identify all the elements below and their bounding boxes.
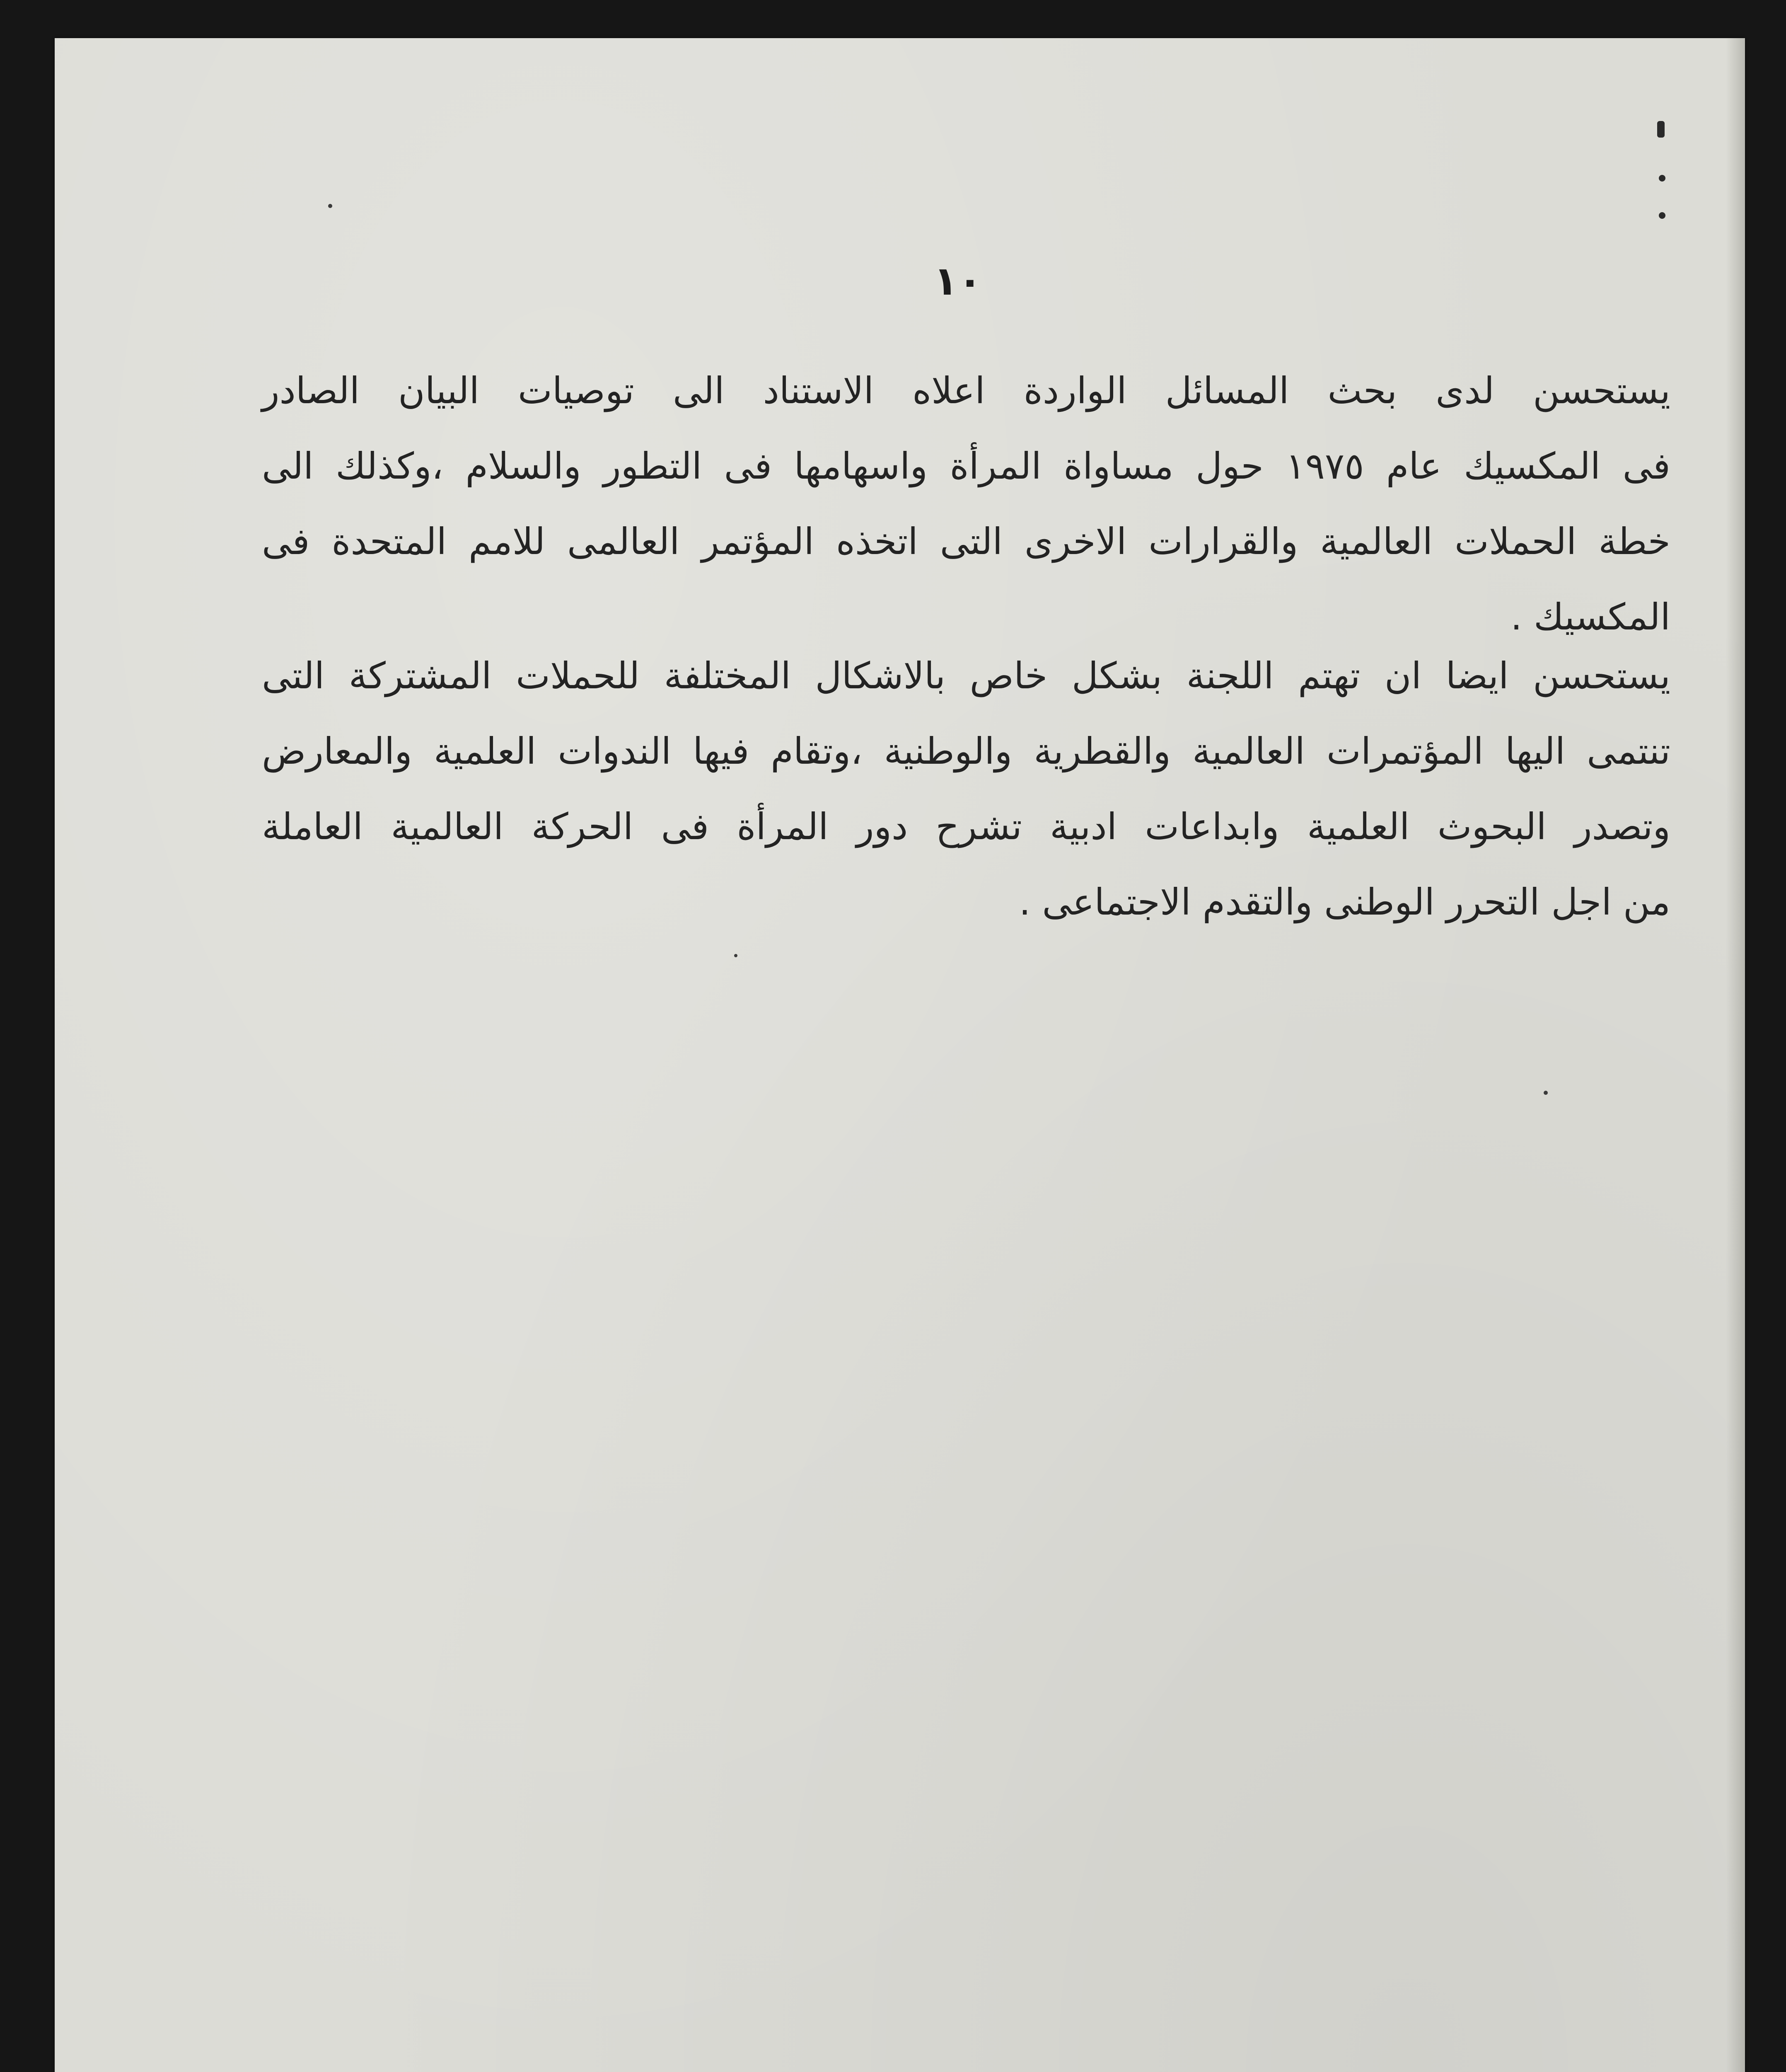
- paragraph-2-line: تنتمى اليها المؤتمرات العالمية والقطرية والوطنية ،وتقام فيها الندوات العلمية والمعارض: [262, 730, 1670, 772]
- binding-mark: [1659, 175, 1665, 182]
- paragraph-2: [262, 638, 1670, 940]
- paragraph-2-line: يستحسن ايضا ان تهتم اللجنة بشكل خاص بالاشكال المختلفة للحملات المشتركة التى: [262, 654, 1670, 697]
- paper-speck: [328, 204, 332, 208]
- paragraph-1-line: المكسيك .: [1510, 595, 1670, 638]
- paragraph-2-line: من اجل التحرر الوطنى والتقدم الاجتماعى .: [1019, 881, 1670, 923]
- paragraph-1-line: يستحسن لدى بحث المسائل الواردة اعلاه الاستناد الى توصيات البيان الصادر: [262, 369, 1670, 412]
- paragraph-2-line: وتصدر البحوث العلمية وابداعات ادبية تشرح دور المرأة فى الحركة العالمية العاملة: [262, 805, 1670, 848]
- page-number: ١٠: [933, 258, 982, 304]
- binding-mark: [1657, 121, 1665, 138]
- binding-mark: [1659, 212, 1665, 219]
- paragraph-1: [262, 353, 1670, 655]
- document-page: [55, 38, 1745, 2072]
- paper-speck: [734, 954, 737, 957]
- paragraph-1-line: فى المكسيك عام ١٩٧٥ حول مساواة المرأة واسهامها فى التطور والسلام ،وكذلك الى: [262, 445, 1670, 487]
- paragraph-1-line: خطة الحملات العالمية والقرارات الاخرى التى اتخذه المؤتمر العالمى للامم المتحدة فى: [262, 520, 1670, 563]
- paper-speck: [1544, 1091, 1548, 1095]
